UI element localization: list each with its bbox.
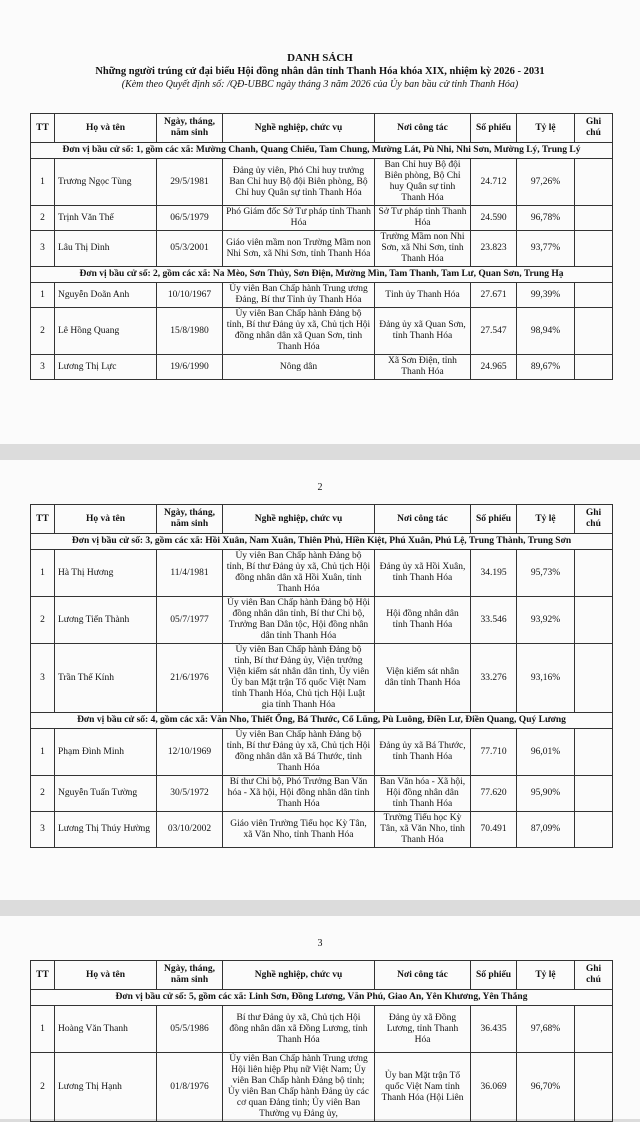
candidates-table-page-2	[30, 504, 613, 848]
cell-votes: 77.710	[471, 729, 517, 776]
section-row	[31, 713, 613, 729]
cell-work: Viện kiểm sát nhân dân tỉnh Thanh Hóa	[375, 644, 471, 713]
cell-rate: 96,78%	[517, 206, 575, 231]
cell-tt: 1	[31, 283, 55, 308]
cell-name: Nguyễn Doãn Anh	[55, 283, 157, 308]
cell-work: Ủy ban Mặt trận Tổ quốc Việt Nam tỉnh Thanh Hóa (Hội Liên	[375, 1053, 471, 1122]
cell-note	[575, 812, 613, 848]
cell-rate: 95,90%	[517, 776, 575, 812]
cell-tt: 2	[31, 597, 55, 644]
cell-job: Ủy viên Ban Chấp hành Đảng bộ tỉnh, Bí thư Đảng ủy xã, Chủ tịch Hội đồng nhân dân xã Hồi Xuân, tỉnh Thanh Hóa	[223, 550, 375, 597]
cell-job: Bí thư Chi bộ, Phó Trưởng Ban Văn hóa - Xã hội, Hội đồng nhân dân tỉnh Thanh Hóa	[223, 776, 375, 812]
cell-tt: 3	[31, 644, 55, 713]
cell-votes: 34.195	[471, 550, 517, 597]
cell-job: Đảng ủy viên, Phó Chỉ huy trưởng Ban Chỉ huy Bộ đội Biên phòng, Bộ Chỉ huy Quân sự tỉnh Thanh Hóa	[223, 159, 375, 206]
document-subtitle: Những người trúng cử đại biểu Hội đồng nhân dân tỉnh Thanh Hóa khóa XIX, nhiệm kỳ 2026 - 2031	[95, 66, 545, 77]
cell-note	[575, 206, 613, 231]
cell-dob: 05/5/1986	[157, 1006, 223, 1053]
document-title: DANH SÁCH	[287, 52, 353, 64]
cell-rate: 96,01%	[517, 729, 575, 776]
cell-job: Ủy viên Ban Chấp hành Đảng bộ tỉnh, Bí thư Đảng ủy, Viện trưởng Viện kiểm sát nhân dân tỉnh, Ủy viên Ủy ban Mặt trận Tổ quốc Việt Nam tỉnh Thanh Hóa, Chủ tịch Hội Luật gia tỉnh Thanh Hóa	[223, 644, 375, 713]
header-job: Nghề nghiệp, chức vụ	[223, 114, 375, 143]
cell-note	[575, 597, 613, 644]
cell-tt: 3	[31, 231, 55, 267]
cell-work: Trường Mầm non Nhi Sơn, xã Nhi Sơn, tỉnh Thanh Hóa	[375, 231, 471, 267]
cell-job: Phó Giám đốc Sở Tư pháp tỉnh Thanh Hóa	[223, 206, 375, 231]
header-rate: Tỷ lệ	[517, 114, 575, 143]
page-number: 3	[317, 938, 323, 949]
cell-note	[575, 231, 613, 267]
cell-dob: 01/8/1976	[157, 1053, 223, 1122]
section-row	[31, 534, 613, 550]
cell-votes: 24.965	[471, 355, 517, 380]
cell-name: Lương Thị Lực	[55, 355, 157, 380]
header-work: Nơi công tác	[375, 114, 471, 143]
cell-dob: 06/5/1979	[157, 206, 223, 231]
header-work: Nơi công tác	[375, 961, 471, 990]
cell-work: Đảng ủy xã Quan Sơn, tỉnh Thanh Hóa	[375, 308, 471, 355]
document-page-3	[0, 916, 640, 1119]
cell-tt: 3	[31, 355, 55, 380]
cell-job: Ủy viên Ban Chấp hành Đảng bộ Hội đồng nhân dân tỉnh, Bí thư Chi bộ, Trưởng Ban Dân tộc, Hội đồng nhân dân tỉnh Thanh Hóa	[223, 597, 375, 644]
cell-dob: 05/7/1977	[157, 597, 223, 644]
section-title: Đơn vị bầu cử số: 4, gồm các xã: Văn Nho, Thiết Ống, Bá Thước, Cổ Lũng, Pù Luông, Điền Lư, Điền Quang, Quý Lương	[31, 713, 613, 729]
cell-dob: 12/10/1969	[157, 729, 223, 776]
cell-dob: 03/10/2002	[157, 812, 223, 848]
header-votes: Số phiếu	[471, 114, 517, 143]
cell-job: Giáo viên mầm non Trường Mầm non Nhi Sơn, xã Nhi Sơn, tỉnh Thanh Hóa	[223, 231, 375, 267]
header-note: Ghi chú	[575, 961, 613, 990]
cell-rate: 87,09%	[517, 812, 575, 848]
cell-note	[575, 1006, 613, 1053]
cell-name: Hà Thị Hương	[55, 550, 157, 597]
document-header	[0, 0, 640, 91]
table-row	[31, 597, 613, 644]
cell-votes: 27.671	[471, 283, 517, 308]
cell-tt: 2	[31, 206, 55, 231]
section-title: Đơn vị bầu cử số: 3, gồm các xã: Hồi Xuân, Nam Xuân, Thiên Phủ, Hiền Kiệt, Phú Xuân, Phú Lệ, Trung Thành, Trung Sơn	[31, 534, 613, 550]
cell-rate: 97,68%	[517, 1006, 575, 1053]
header-job: Nghề nghiệp, chức vụ	[223, 961, 375, 990]
cell-rate: 89,67%	[517, 355, 575, 380]
cell-note	[575, 308, 613, 355]
cell-job: Ủy viên Ban Chấp hành Đảng bộ tỉnh, Bí thư Đảng ủy xã, Chủ tịch Hội đồng nhân dân xã Quan Sơn, tỉnh Thanh Hóa	[223, 308, 375, 355]
cell-job: Ủy viên Ban Chấp hành Trung ương Đảng, Bí thư Tỉnh ủy Thanh Hóa	[223, 283, 375, 308]
cell-job: Ủy viên Ban Chấp hành Đảng bộ tỉnh, Bí thư Đảng ủy xã, Chủ tịch Hội đồng nhân dân xã Bá Thước, tỉnh Thanh Hóa	[223, 729, 375, 776]
cell-tt: 2	[31, 308, 55, 355]
cell-note	[575, 283, 613, 308]
table-row	[31, 776, 613, 812]
cell-work: Sở Tư pháp tỉnh Thanh Hóa	[375, 206, 471, 231]
cell-dob: 29/5/1981	[157, 159, 223, 206]
cell-name: Hoàng Văn Thanh	[55, 1006, 157, 1053]
cell-work: Tỉnh ủy Thanh Hóa	[375, 283, 471, 308]
page-number: 2	[317, 482, 323, 493]
cell-rate: 98,94%	[517, 308, 575, 355]
cell-work: Trường Tiểu học Kỳ Tân, xã Văn Nho, tỉnh Thanh Hóa	[375, 812, 471, 848]
cell-dob: 19/6/1990	[157, 355, 223, 380]
cell-job: Bí thư Đảng ủy xã, Chủ tịch Hội đồng nhân dân xã Đồng Lương, tỉnh Thanh Hóa	[223, 1006, 375, 1053]
cell-note	[575, 1053, 613, 1122]
cell-tt: 1	[31, 1006, 55, 1053]
cell-rate: 95,73%	[517, 550, 575, 597]
cell-votes: 36.435	[471, 1006, 517, 1053]
header-dob: Ngày, tháng, năm sinh	[157, 114, 223, 143]
cell-dob: 15/8/1980	[157, 308, 223, 355]
cell-name: Lương Thị Hạnh	[55, 1053, 157, 1122]
cell-dob: 30/5/1972	[157, 776, 223, 812]
cell-work: Xã Sơn Điện, tỉnh Thanh Hóa	[375, 355, 471, 380]
header-votes: Số phiếu	[471, 505, 517, 534]
table-row	[31, 1006, 613, 1053]
header-note: Ghi chú	[575, 114, 613, 143]
cell-name: Lê Hồng Quang	[55, 308, 157, 355]
table-row	[31, 355, 613, 380]
cell-votes: 77.620	[471, 776, 517, 812]
cell-rate: 93,77%	[517, 231, 575, 267]
cell-note	[575, 355, 613, 380]
candidates-table-page-3	[30, 960, 613, 1122]
cell-rate: 93,16%	[517, 644, 575, 713]
header-tt: TT	[31, 114, 55, 143]
cell-work: Ban Chỉ huy Bộ đội Biên phòng, Bộ Chỉ huy Quân sự tỉnh Thanh Hóa	[375, 159, 471, 206]
cell-work: Hội đồng nhân dân tỉnh Thanh Hóa	[375, 597, 471, 644]
table-row	[31, 729, 613, 776]
cell-tt: 1	[31, 550, 55, 597]
section-title: Đơn vị bầu cử số: 5, gồm các xã: Linh Sơn, Đồng Lương, Văn Phú, Giao An, Yên Khương, Yên Thắng	[31, 990, 613, 1006]
cell-rate: 93,92%	[517, 597, 575, 644]
cell-name: Nguyễn Tuấn Tường	[55, 776, 157, 812]
cell-rate: 99,39%	[517, 283, 575, 308]
cell-votes: 33.546	[471, 597, 517, 644]
cell-dob: 10/10/1967	[157, 283, 223, 308]
cell-votes: 36.069	[471, 1053, 517, 1122]
cell-job: Giáo viên Trường Tiểu học Kỳ Tân, xã Văn Nho, tỉnh Thanh Hóa	[223, 812, 375, 848]
cell-votes: 23.823	[471, 231, 517, 267]
cell-note	[575, 776, 613, 812]
candidates-table-page-1	[30, 113, 613, 380]
cell-votes: 27.547	[471, 308, 517, 355]
header-name: Họ và tên	[55, 961, 157, 990]
header-name: Họ và tên	[55, 505, 157, 534]
table-row	[31, 159, 613, 206]
table-row	[31, 1053, 613, 1122]
header-tt: TT	[31, 505, 55, 534]
cell-dob: 21/6/1976	[157, 644, 223, 713]
cell-note	[575, 159, 613, 206]
cell-job: Ủy viên Ban Chấp hành Trung ương Hội liên hiệp Phụ nữ Việt Nam; Ủy viên Ban Chấp hành Đảng bộ tỉnh; Ủy viên Ban Chấp hành Đảng ủy các cơ quan Đảng tỉnh; Ủy viên Ban Thường vụ Đảng ủy,	[223, 1053, 375, 1122]
cell-name: Trương Ngọc Tùng	[55, 159, 157, 206]
header-note: Ghi chú	[575, 505, 613, 534]
section-row	[31, 143, 613, 159]
table-header-row	[31, 505, 613, 534]
section-title: Đơn vị bầu cử số: 1, gồm các xã: Mường Chanh, Quang Chiểu, Tam Chung, Mường Lát, Pù Nhi, Nhi Sơn, Mường Lý, Trung Lý	[31, 143, 613, 159]
cell-note	[575, 729, 613, 776]
cell-votes: 70.491	[471, 812, 517, 848]
cell-name: Phạm Đình Minh	[55, 729, 157, 776]
table-row	[31, 231, 613, 267]
cell-name: Trịnh Văn Thế	[55, 206, 157, 231]
cell-votes: 24.712	[471, 159, 517, 206]
cell-tt: 2	[31, 1053, 55, 1122]
cell-note	[575, 550, 613, 597]
document-note: (Kèm theo Quyết định số: /QĐ-UBBC ngày tháng 3 năm 2026 của Ủy ban bầu cử tỉnh Thanh Hóa)	[121, 79, 519, 90]
cell-name: Trần Thế Kính	[55, 644, 157, 713]
header-votes: Số phiếu	[471, 961, 517, 990]
cell-dob: 05/3/2001	[157, 231, 223, 267]
cell-rate: 96,70%	[517, 1053, 575, 1122]
cell-work: Đảng ủy xã Hồi Xuân, tỉnh Thanh Hóa	[375, 550, 471, 597]
cell-work: Đảng ủy xã Bá Thước, tỉnh Thanh Hóa	[375, 729, 471, 776]
cell-note	[575, 644, 613, 713]
cell-tt: 3	[31, 812, 55, 848]
header-job: Nghề nghiệp, chức vụ	[223, 505, 375, 534]
document-page-2	[0, 460, 640, 900]
cell-dob: 11/4/1981	[157, 550, 223, 597]
cell-name: Lương Thị Thúy Hường	[55, 812, 157, 848]
section-title: Đơn vị bầu cử số: 2, gồm các xã: Na Mèo, Sơn Thủy, Sơn Điện, Mường Mìn, Tam Thanh, Tam Lư, Quan Sơn, Trung Hạ	[31, 267, 613, 283]
cell-rate: 97,26%	[517, 159, 575, 206]
section-row	[31, 990, 613, 1006]
header-dob: Ngày, tháng, năm sinh	[157, 961, 223, 990]
cell-name: Lâu Thị Dình	[55, 231, 157, 267]
header-tt: TT	[31, 961, 55, 990]
table-row	[31, 644, 613, 713]
cell-tt: 2	[31, 776, 55, 812]
cell-job: Nông dân	[223, 355, 375, 380]
cell-tt: 1	[31, 159, 55, 206]
header-name: Họ và tên	[55, 114, 157, 143]
header-rate: Tỷ lệ	[517, 505, 575, 534]
table-row	[31, 812, 613, 848]
section-row	[31, 267, 613, 283]
table-header-row	[31, 961, 613, 990]
header-dob: Ngày, tháng, năm sinh	[157, 505, 223, 534]
table-header-row	[31, 114, 613, 143]
cell-name: Lương Tiến Thành	[55, 597, 157, 644]
table-row	[31, 283, 613, 308]
cell-work: Đảng ủy xã Đồng Lương, tỉnh Thanh Hóa	[375, 1006, 471, 1053]
header-work: Nơi công tác	[375, 505, 471, 534]
document-page-1	[0, 0, 640, 444]
header-rate: Tỷ lệ	[517, 961, 575, 990]
cell-votes: 33.276	[471, 644, 517, 713]
cell-votes: 24.590	[471, 206, 517, 231]
table-row	[31, 550, 613, 597]
cell-tt: 1	[31, 729, 55, 776]
cell-work: Ban Văn hóa - Xã hội, Hội đồng nhân dân tỉnh Thanh Hóa	[375, 776, 471, 812]
table-row	[31, 308, 613, 355]
table-row	[31, 206, 613, 231]
